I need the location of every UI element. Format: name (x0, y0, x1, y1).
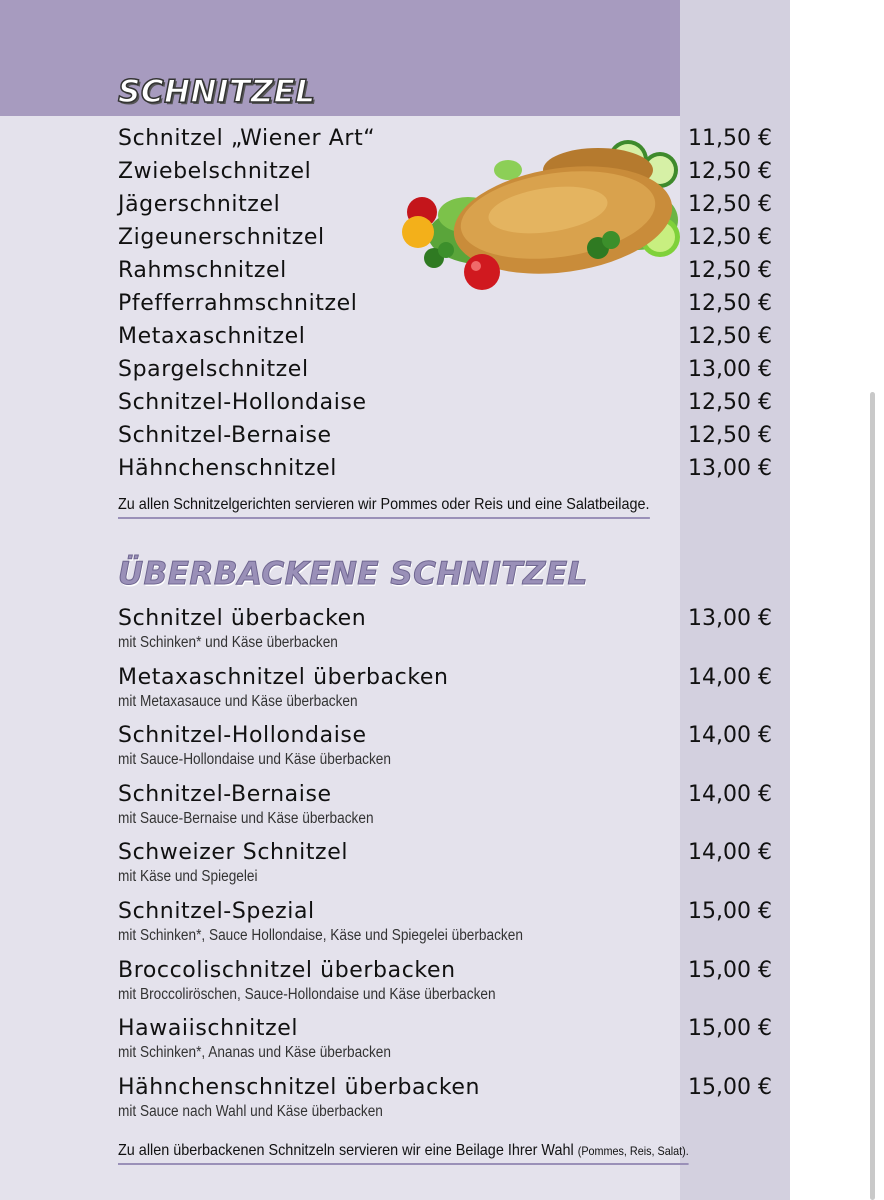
menu-item-price: 12,50 € (688, 192, 772, 217)
menu-item-row (118, 665, 772, 717)
menu-item-row (118, 899, 772, 951)
menu-item-row (118, 225, 772, 258)
menu-item-name: Zigeunerschnitzel (118, 225, 325, 250)
menu-item-row (118, 958, 772, 1010)
menu-item-price: 12,50 € (688, 390, 772, 415)
menu-item-price: 12,50 € (688, 258, 772, 283)
menu-item-name: Schnitzel überbacken (118, 606, 367, 631)
menu-item-description: mit Sauce-Hollondaise und Käse überbacken (118, 751, 391, 769)
section-title-ueberbackene-schnitzel: ÜBERBACKENE SCHNITZEL (118, 556, 588, 592)
menu-item-row (118, 357, 772, 390)
menu-item-row (118, 159, 772, 192)
menu-item-description: mit Sauce nach Wahl und Käse überbacken (118, 1102, 383, 1120)
menu-item-name: Metaxaschnitzel überbacken (118, 664, 449, 690)
section2-note-main: Zu allen überbackenen Schnitzeln servieren wir eine Beilage Ihrer Wahl (118, 1142, 574, 1159)
menu-item-name: Hähnchenschnitzel überbacken (118, 1074, 481, 1100)
menu-item-description: mit Schinken*, Ananas und Käse überbacken (118, 1044, 391, 1062)
menu-item-name: Broccolischnitzel überbacken (118, 957, 456, 983)
section1-note: Zu allen Schnitzelgerichten servieren wir Pommes oder Reis und eine Salatbeilage. (118, 496, 649, 519)
menu-item-row (118, 782, 772, 834)
menu-item-row (118, 324, 772, 357)
menu-item-name: Schnitzel-Hollondaise (118, 723, 367, 749)
menu-item-price: 15,00 € (688, 899, 772, 924)
menu-item-description: mit Schinken*, Sauce Hollondaise, Käse und Spiegelei überbacken (118, 927, 523, 944)
menu-item-name: Schweizer Schnitzel (118, 840, 349, 866)
menu-item-price: 14,00 € (688, 664, 772, 690)
menu-item-name: Zwiebelschnitzel (118, 159, 312, 184)
menu-item-row (118, 390, 772, 423)
menu-item-price: 15,00 € (688, 1016, 772, 1042)
section2-note (118, 1142, 689, 1165)
menu-item-row (118, 1075, 772, 1127)
menu-item-row (118, 192, 772, 225)
menu-item-row (118, 840, 772, 892)
menu-item-row (118, 723, 772, 775)
menu-item-row (118, 423, 772, 456)
menu-item-price: 12,50 € (688, 225, 772, 250)
menu-item-description: mit Metaxasauce und Käse überbacken (118, 692, 358, 710)
menu-item-name: Rahmschnitzel (118, 258, 287, 283)
menu-item-name: Schnitzel-Hollondaise (118, 390, 367, 415)
menu-item-price: 15,00 € (688, 957, 772, 983)
menu-item-row (118, 291, 772, 324)
menu-item-price: 14,00 € (688, 781, 772, 807)
menu-item-name: Hähnchenschnitzel (118, 456, 338, 481)
menu-item-name: Hawaiischnitzel (118, 1016, 299, 1042)
menu-item-price: 14,00 € (688, 723, 772, 749)
menu-item-name: Schnitzel „Wiener Art“ (118, 126, 376, 151)
menu-item-price: 12,50 € (688, 159, 772, 184)
section-title-schnitzel: SCHNITZEL (118, 74, 316, 110)
menu-item-name: Pfefferrahmschnitzel (118, 291, 358, 316)
menu-item-row (118, 1016, 772, 1068)
menu-item-price: 12,50 € (688, 423, 772, 448)
menu-item-description: mit Broccoliröschen, Sauce-Hollondaise und Käse überbacken (118, 985, 496, 1003)
menu-item-price: 12,50 € (688, 324, 772, 349)
menu-item-price: 15,00 € (688, 1074, 772, 1100)
menu-item-price: 11,50 € (688, 126, 772, 151)
menu-item-price: 13,00 € (688, 606, 772, 631)
menu-item-price: 13,00 € (688, 456, 772, 481)
menu-item-price: 12,50 € (688, 291, 772, 316)
menu-item-row (118, 258, 772, 291)
menu-item-price: 14,00 € (688, 840, 772, 866)
menu-item-description: mit Schinken* und Käse überbacken (118, 634, 338, 651)
menu-item-description: mit Käse und Spiegelei (118, 868, 258, 886)
menu-item-name: Jägerschnitzel (118, 192, 281, 217)
menu-item-name: Schnitzel-Spezial (118, 899, 315, 924)
menu-item-name: Schnitzel-Bernaise (118, 781, 332, 807)
menu-item-name: Schnitzel-Bernaise (118, 423, 332, 448)
menu-item-description: mit Sauce-Bernaise und Käse überbacken (118, 809, 374, 827)
section2-note-sides: (Pommes, Reis, Salat). (577, 1144, 689, 1158)
menu-item-price: 13,00 € (688, 357, 772, 382)
menu-item-name: Spargelschnitzel (118, 357, 309, 382)
menu-item-name: Metaxaschnitzel (118, 324, 306, 349)
menu-item-row (118, 606, 772, 658)
menu-item-row (118, 456, 772, 489)
menu-item-row (118, 126, 772, 159)
scrollbar-thumb[interactable] (870, 392, 875, 1200)
